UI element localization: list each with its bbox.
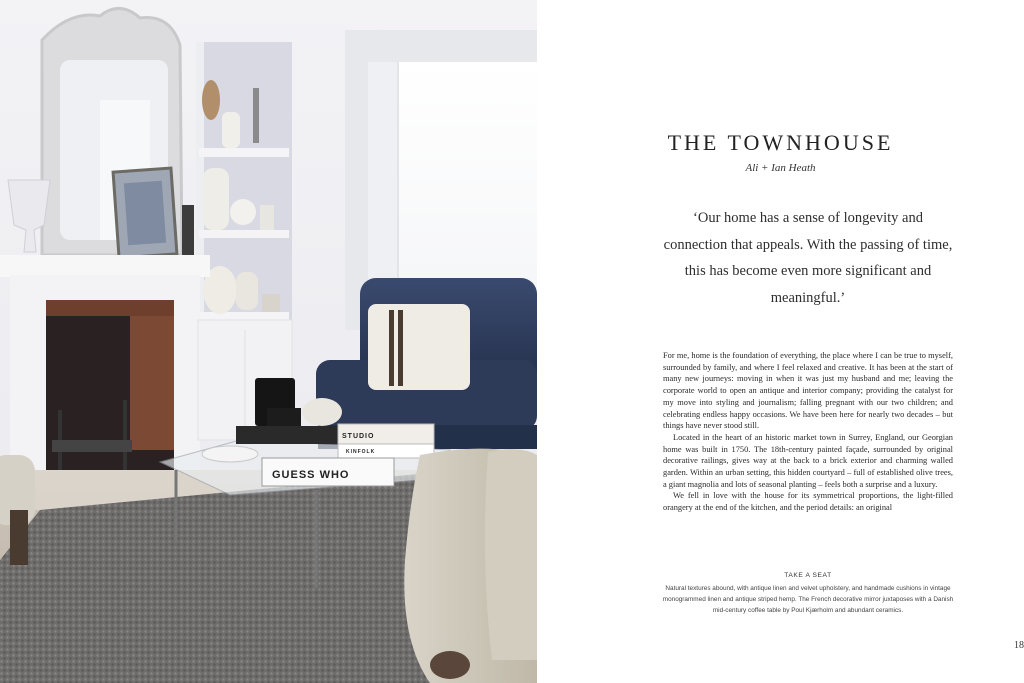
book-guess-who-label: GUESS WHO <box>272 469 350 481</box>
body-paragraph: For me, home is the foundation of everything, the place where I can be true to myself, surrounded by family, and where I feel relaxed and creative. It has been at the start of many new journeys: moving in when it was just my husband and me; leaving the corporate world to open an antique and interior company; providing the catalyst for my move into styling and journalism; falling pregnant with our two children; and celebrating endless happy occasions. We have been here for nearly two decades – but things have never stood still. <box>663 351 953 431</box>
page-number: 18 <box>1014 640 1024 651</box>
linen-armchair <box>404 449 537 683</box>
book-kinfolk-label: KINFOLK <box>346 449 376 455</box>
article-body <box>663 350 953 514</box>
article-page <box>537 0 1024 683</box>
article-title: THE TOWNHOUSE <box>667 130 894 155</box>
body-paragraph: Located in the heart of an historic market town in Surrey, England, our Georgian home was built in 1750. The 18th-century painted façade, surrounded by original decorative railings, gives way at the back to a brick exterior and charming walled garden. Within an urban setting, this hidden courtyard – full of established olive trees, a giant magnolia and lots of seasonal planting – feels both a surprise and a luxury. <box>663 432 953 489</box>
body-paragraph: We fell in love with the house for its symmetrical proportions, the light-filled orangery at the end of the kitchen, and the period details: an original <box>663 491 953 513</box>
framed-painting <box>113 168 177 258</box>
striped-cushion <box>368 304 470 390</box>
caption-text: Natural textures abound, with antique linen and velvet upholstery, and handmade cushions in vintage monogrammed linen and antique striped hemp. The French decorative mirror juxtaposes with a Danish mid-century coffee table by Poul Kjærholm and abundant ceramics. <box>662 585 954 615</box>
pull-quote: ‘Our home has a sense of longevity and connection that appeals. With the passing of time, this has become even more significant and meaningful.’ <box>663 210 953 306</box>
book-studio-label: STUDIO <box>342 433 375 440</box>
article-author: Ali + Ian Heath <box>745 162 816 174</box>
caption-title: TAKE A SEAT <box>784 572 832 579</box>
alcove-shelves <box>196 42 292 332</box>
